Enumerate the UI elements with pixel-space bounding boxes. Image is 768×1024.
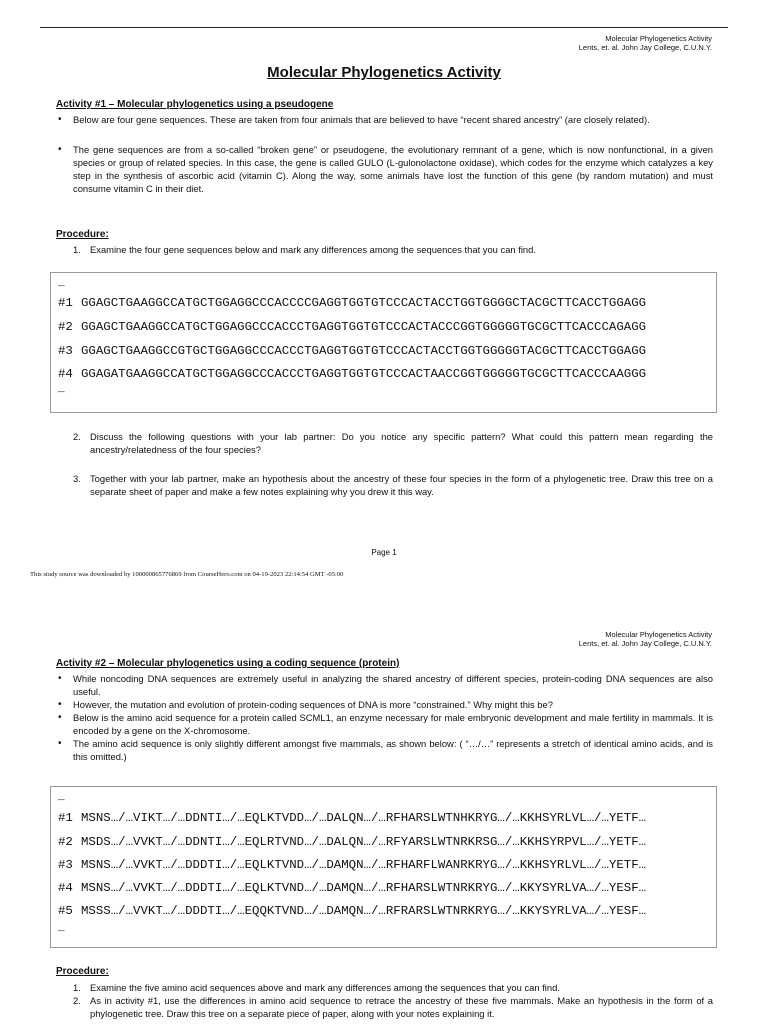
- sequence-id: #4: [58, 367, 73, 381]
- running-header-title: Molecular Phylogenetics Activity: [605, 630, 712, 639]
- sequence-text: MSSS…/…VVKT…/…DDDTI…/…EQQKTVND…/…DAMQN…/…RFRARSLWTNRKRYG…/…KKYSYRLVA…/…YESF…: [81, 904, 647, 918]
- activity2-procedure-label: Procedure:: [56, 966, 109, 977]
- sequence-text: GGAGATGAAGGCCATGCTGGAGGCCCACCCTGAGGTGGTGTCCCACTAACCGGTGGGGGTGCGCTTCACCCAAGGG: [81, 367, 647, 381]
- document-title: Molecular Phylogenetics Activity: [267, 64, 501, 81]
- procedure-step: [56, 430, 713, 456]
- sequence-text: GGAGCTGAAGGCCGTGCTGGAGGCCCACCCTGAGGTGGTGTCCCACTACCTGGTGGGGGTACGCTTCACCTGGAGG: [81, 344, 647, 358]
- activity2-bullets: [56, 672, 713, 763]
- sequence-text: MSNS…/…VIKT…/…DDNTI…/…EQLKTVDD…/…DALQN…/…RFHARSLWTNHKRYG…/…KKHSYRLVL…/…YETF…: [81, 811, 647, 825]
- download-footer: This study source was downloaded by 100000865776869 from CourseHero.com on 04-19-2023 22:14:54 GMT -05:00: [30, 571, 344, 578]
- running-header: [579, 34, 712, 52]
- sequence-id: #4: [58, 881, 73, 895]
- sequence-id: #3: [58, 858, 73, 872]
- sequence-row: [58, 320, 646, 334]
- bullet-item: • Below are four gene sequences. These are taken from four animals that are believed to have “recent shared ancestry” (are closely related).: [56, 113, 713, 126]
- step-number: 3.: [73, 473, 81, 484]
- sequence-row: [58, 367, 646, 381]
- step-number: 2.: [73, 431, 81, 442]
- sequence-row: [58, 881, 646, 895]
- step-text: Discuss the following questions with your lab partner: Do you notice any specific pattern? What could this pattern mean regarding the ancestry/relatedness of the four species?: [90, 431, 713, 455]
- running-header-authors: Lents, et. al. John Jay College, C.U.N.Y.: [578, 639, 712, 648]
- sequence-row: [58, 858, 646, 872]
- bullet-item: • Below is the amino acid sequence for a protein called SCML1, an enzyme necessary for male embryonic development and male fertility in mammals. It is encoded by a gene on the X-chromosome.: [56, 711, 713, 737]
- bullet-item: • The gene sequences are from a so-called “broken gene” or pseudogene, the evolutionary remnant of a gene, which is now nonfunctional, in a given species or group of related species. In this case, the gene is called GULO (L-gulonolactone oxidase), which codes for the enzyme which catalyzes a key step in the synthesis of ascorbic acid (vitamin C). Along the way, some animals have lost the function of this gene (by random mutation) and must consume vitamin C in their diet.: [56, 143, 713, 195]
- activity1-bullets: [56, 113, 713, 195]
- activity1-steps-b: [56, 430, 713, 498]
- sequence-row: [58, 344, 646, 358]
- sequence-id: #2: [58, 835, 73, 849]
- sequence-id: #5: [58, 904, 73, 918]
- sequence-row: [58, 835, 646, 849]
- running-header-authors: Lents, et. al. John Jay College, C.U.N.Y.: [578, 43, 712, 52]
- activity2-steps: [56, 981, 713, 1020]
- protein-sequence-box: [50, 786, 717, 948]
- sequence-row: [58, 296, 646, 310]
- step-text: Examine the four gene sequences below and mark any differences among the sequences that you can find.: [90, 244, 536, 255]
- step-text: Examine the five amino acid sequences above and mark any differences among the sequences that you can find.: [90, 982, 560, 993]
- box-dash: _: [58, 922, 65, 934]
- bullet-item: • While noncoding DNA sequences are extremely useful in analyzing the shared ancestry of different species, protein-coding DNA sequences are also useful.: [56, 672, 713, 698]
- step-number: 1.: [73, 982, 81, 993]
- box-dash: _: [58, 277, 65, 289]
- sequence-text: MSNS…/…VVKT…/…DDDTI…/…EQLKTVND…/…DAMQN…/…RFHARFLWANRKRYG…/…KKHSYRLVL…/…YETF…: [81, 858, 647, 872]
- running-header-title: Molecular Phylogenetics Activity: [605, 34, 712, 43]
- activity2-title: Activity #2 – Molecular phylogenetics using a coding sequence (protein): [56, 658, 400, 669]
- box-dash: _: [58, 791, 65, 803]
- sequence-text: GGAGCTGAAGGCCATGCTGGAGGCCCACCCCGAGGTGGTGTCCCACTACCTGGTGGGGCTACGCTTCACCTGGAGG: [81, 296, 647, 310]
- procedure-step: [56, 243, 713, 256]
- dna-sequence-box: [50, 272, 717, 413]
- sequence-id: #2: [58, 320, 73, 334]
- step-text: As in activity #1, use the differences in amino acid sequence to retrace the ancestry of these five mammals. Make an hypothesis in the form of a phylogenetic tree. Draw this tree on a separate piece of paper, along with your notes explaining it.: [90, 995, 713, 1019]
- sequence-id: #1: [58, 296, 73, 310]
- sequence-text: GGAGCTGAAGGCCATGCTGGAGGCCCACCCTGAGGTGGTGTCCCACTACCCGGTGGGGGTGCGCTTCACCCAGAGG: [81, 320, 647, 334]
- box-dash: _: [58, 383, 65, 395]
- sequence-text: MSDS…/…VVKT…/…DDNTI…/…EQLRTVND…/…DALQN…/…RFYARSLWTNRKRSG…/…KKHSYRPVL…/…YETF…: [81, 835, 647, 849]
- procedure-step: [56, 981, 713, 994]
- sequence-id: #1: [58, 811, 73, 825]
- sequence-text: MSNS…/…VVKT…/…DDDTI…/…EQLKTVND…/…DAMQN…/…RFHARSLWTNRKRYG…/…KKYSYRLVA…/…YESF…: [81, 881, 647, 895]
- running-header: [579, 630, 712, 648]
- page-number: Page 1: [371, 548, 397, 557]
- step-text: Together with your lab partner, make an hypothesis about the ancestry of these four species in the form of a phylogenetic tree. Draw this tree on a separate sheet of paper and make a few notes explaining why you drew it this way.: [90, 473, 713, 497]
- bullet-item: • The amino acid sequence is only slightly different amongst five mammals, as shown below: ( “…/…” represents a stretch of identical amino acids, and is this omitted.): [56, 737, 713, 763]
- activity1-steps-a: [56, 243, 713, 256]
- step-number: 1.: [73, 244, 81, 255]
- sequence-row: [58, 811, 646, 825]
- sequence-row: [58, 904, 646, 918]
- bullet-item: • However, the mutation and evolution of protein-coding sequences of DNA is more “constrained.” Why might this be?: [56, 698, 713, 711]
- procedure-step: [56, 472, 713, 498]
- sequence-id: #3: [58, 344, 73, 358]
- activity1-title: Activity #1 – Molecular phylogenetics using a pseudogene: [56, 99, 334, 110]
- step-number: 2.: [73, 995, 81, 1006]
- activity1-procedure-label: Procedure:: [56, 229, 109, 240]
- header-rule: [40, 27, 728, 28]
- procedure-step: [56, 994, 713, 1020]
